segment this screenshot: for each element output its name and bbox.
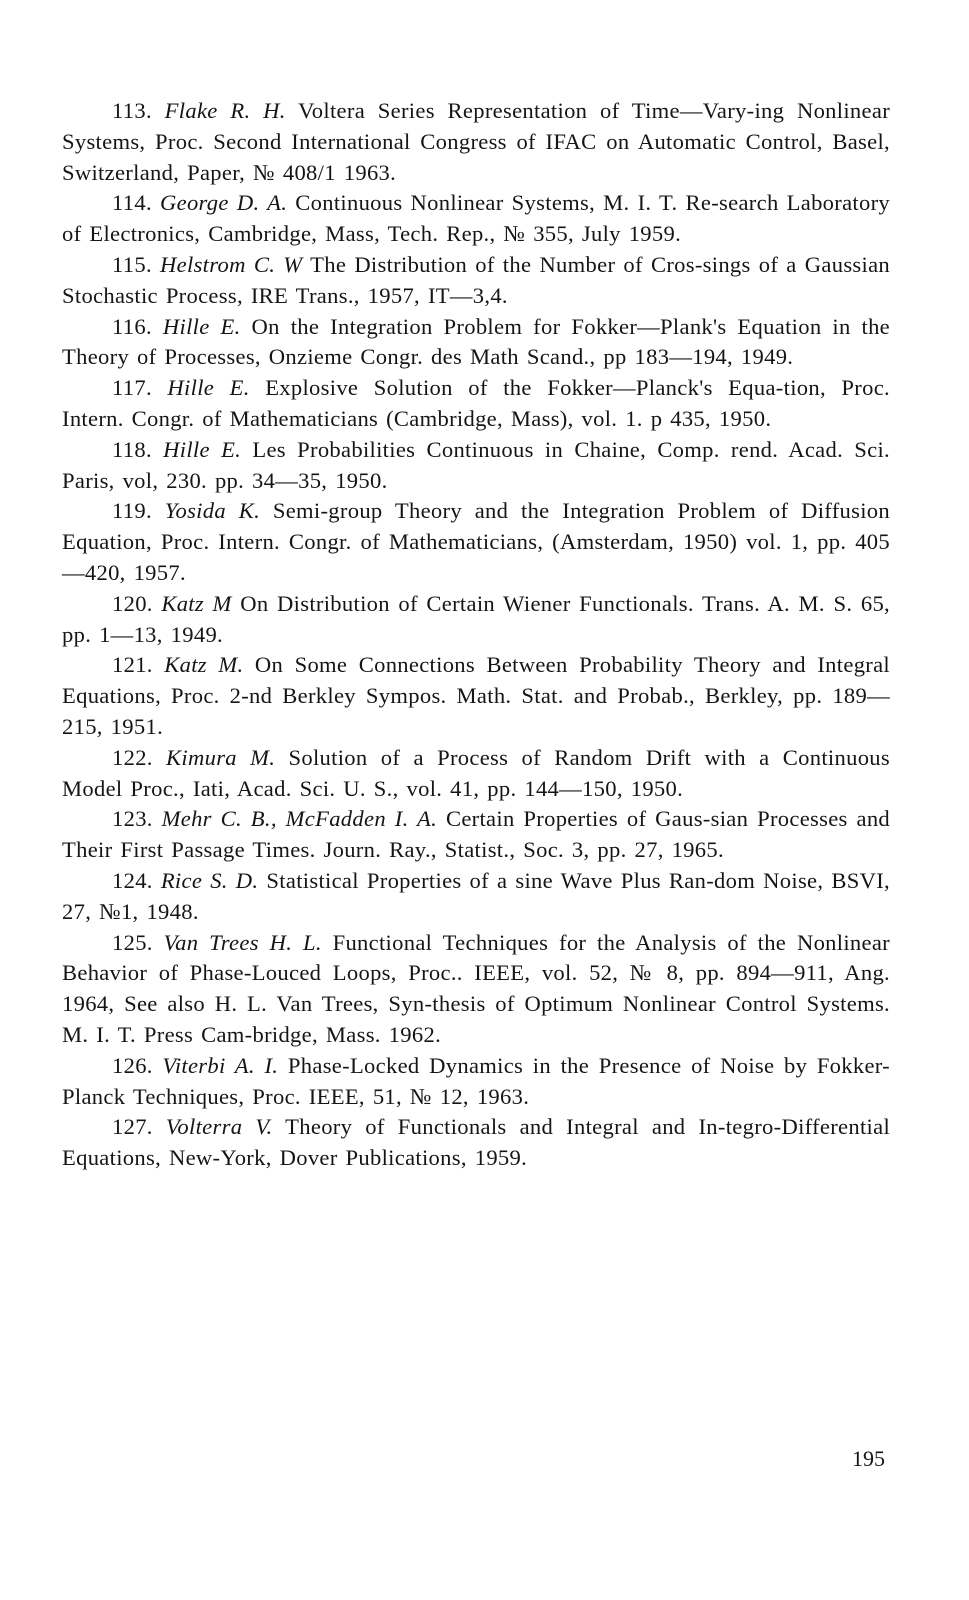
reference-number: 121. [112,652,153,678]
reference-item-121 [62,650,890,742]
reference-text: Les Probabilities Continuous in Chaine, Comp. rend. Acad. Sci. Paris, vol, 230. pp. 34—35, 1950. [62,436,890,493]
reference-number: 114. [112,190,152,216]
reference-number: 115. [112,251,152,277]
reference-item-118 [62,435,890,497]
reference-text: Explosive Solution of the Fokker—Planck's Equa-tion, Proc. Intern. Congr. of Mathematicians (Cambridge, Mass), vol. 1. p 435, 1950. [62,375,890,431]
reference-item-119 [62,496,890,588]
reference-text: Theory of Functionals and Integral and In-tegro-Differential Equations, New-York, Dover Publications, 1959. [62,1114,891,1171]
reference-item-122 [62,743,890,805]
reference-number: 118. [112,436,152,462]
reference-item-116 [62,312,890,374]
reference-text: Certain Properties of Gaus-sian Processes and Their First Passage Times. Journ. Ray., Statist., Soc. 3, pp. 27, 1965. [62,806,891,863]
reference-text: Phase-Locked Dynamics in the Presence of Noise by Fokker-Planck Techniques, Proc. IEEE, 51, № 12, 1963. [62,1052,890,1109]
reference-text: Solution of a Process of Random Drift with a Continuous Model Proc., Iati, Acad. Sci. U. S., vol. 41, pp. 144—150, 1950. [62,744,890,801]
reference-author: Volterra V. [165,1114,273,1140]
reference-author: Viterbi A. I. [162,1052,279,1078]
reference-author: George D. A. [160,190,288,216]
reference-item-115 [62,250,890,312]
reference-item-117 [62,373,890,435]
reference-author: Helstrom C. W [160,251,303,277]
reference-list [62,96,890,1174]
reference-text: On the Integration Problem for Fokker—Plank's Equation in the Theory of Processes, Onzieme Congr. des Math Scand., pp 183—194, 1949. [62,313,890,370]
reference-number: 117. [112,375,152,401]
reference-item-125 [62,928,890,1051]
reference-author: Kimura M. [166,744,276,770]
reference-number: 113. [112,98,152,123]
reference-number: 127. [112,1114,153,1140]
reference-item-120 [62,589,890,651]
reference-author: Hille E. [162,313,241,339]
reference-author: Rice S. D. [160,867,259,893]
reference-number: 116. [112,313,152,339]
reference-item-123 [62,804,890,866]
reference-author: Katz M. [164,652,244,678]
reference-text: The Distribution of the Number of Cros-sings of a Gaussian Stochastic Process, IRE Trans., 1957, IT—3,4. [62,251,891,308]
reference-number: 124. [112,867,153,893]
reference-text: On Distribution of Certain Wiener Functionals. Trans. A. M. S. 65, pp. 1—13, 1949. [62,590,890,647]
reference-number: 123. [112,806,153,832]
reference-author: Hille E. [167,375,250,401]
reference-item-113 [62,96,890,188]
reference-text: Semi-group Theory and the Integration Problem of Diffusion Equation, Proc. Intern. Congr. of Mathematicians, (Amsterdam, 1950) vol. 1, pp. 405—420, 1957. [62,498,890,585]
reference-item-114 [62,188,890,250]
reference-author: Van Trees H. L. [163,929,322,955]
reference-text: Continuous Nonlinear Systems, M. I. T. Re-search Laboratory of Electronics, Cambridge, Mass, Tech. Rep., № 355, July 1959. [62,190,891,247]
reference-text: Functional Techniques for the Analysis of the Nonlinear Behavior of Phase-Louced Loops, Proc.. IEEE, vol. 52, № 8, pp. 894—911, Ang. 1964, See also H. L. Van Trees, Syn-thesis of Optimum Nonlinear Control Systems. M. I. T. Press Cam-bridge, Mass. 1962. [62,929,890,1047]
reference-item-124 [62,866,890,928]
reference-number: 120. [112,590,153,616]
reference-author: Flake R. H. [164,98,286,123]
reference-text: On Some Connections Between Probability Theory and Integral Equations, Proc. 2-nd Berkley Sympos. Math. Stat. and Probab., Berkley, pp. 189—215, 1951. [62,652,891,739]
reference-author: Katz M [161,590,232,616]
reference-number: 126. [112,1052,153,1078]
reference-item-126 [62,1051,890,1113]
reference-number: 122. [112,744,153,770]
reference-text: Voltera Series Representation of Time—Vary-ing Nonlinear Systems, Proc. Second International Congress of IFAC on Automatic Control, Basel, Switzerland, Paper, № 408/1 1963. [62,98,891,185]
page-number: 195 [852,1446,885,1471]
reference-author: Yosida K. [164,498,261,524]
reference-number: 125. [112,929,153,955]
reference-number: 119. [112,498,152,524]
reference-author: Mehr C. B., McFadden I. A. [161,806,438,832]
reference-item-127 [62,1112,890,1174]
reference-author: Hille E. [163,436,242,462]
reference-text: Statistical Properties of a sine Wave Plus Ran-dom Noise, BSVI, 27, №1, 1948. [62,867,891,924]
